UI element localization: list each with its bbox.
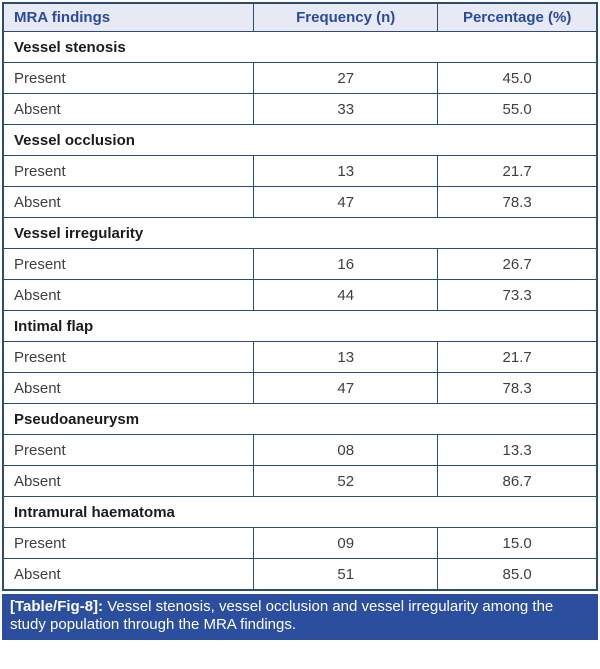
row-label-cell: Absent xyxy=(3,559,254,591)
section-header-row xyxy=(3,218,597,249)
row-label-cell: Present xyxy=(3,249,254,280)
percentage-cell: 13.3 xyxy=(438,435,597,466)
data-row xyxy=(3,94,597,125)
row-label-cell: Absent xyxy=(3,466,254,497)
data-row xyxy=(3,280,597,311)
column-header-percentage: Percentage (%) xyxy=(438,3,597,32)
percentage-cell: 85.0 xyxy=(438,559,597,591)
frequency-cell: 16 xyxy=(254,249,438,280)
row-label-cell: Absent xyxy=(3,187,254,218)
row-label-cell: Present xyxy=(3,528,254,559)
table-caption xyxy=(2,594,598,640)
section-title: Vessel occlusion xyxy=(3,125,597,156)
row-label-cell: Absent xyxy=(3,94,254,125)
data-row xyxy=(3,373,597,404)
percentage-cell: 73.3 xyxy=(438,280,597,311)
percentage-cell: 86.7 xyxy=(438,466,597,497)
mra-findings-table xyxy=(2,2,598,591)
percentage-cell: 45.0 xyxy=(438,63,597,94)
percentage-cell: 55.0 xyxy=(438,94,597,125)
percentage-cell: 21.7 xyxy=(438,342,597,373)
caption-text: Vessel stenosis, vessel occlusion and vessel irregularity among the study population through the MRA findings. xyxy=(10,598,554,633)
frequency-cell: 33 xyxy=(254,94,438,125)
section-title: Vessel stenosis xyxy=(3,32,597,63)
section-header-row xyxy=(3,125,597,156)
section-header-row xyxy=(3,32,597,63)
percentage-cell: 15.0 xyxy=(438,528,597,559)
table-header xyxy=(3,3,597,32)
frequency-cell: 13 xyxy=(254,156,438,187)
percentage-cell: 78.3 xyxy=(438,373,597,404)
data-row xyxy=(3,63,597,94)
frequency-cell: 08 xyxy=(254,435,438,466)
frequency-cell: 44 xyxy=(254,280,438,311)
data-row xyxy=(3,559,597,591)
percentage-cell: 21.7 xyxy=(438,156,597,187)
data-row xyxy=(3,187,597,218)
row-label-cell: Present xyxy=(3,342,254,373)
header-row xyxy=(3,3,597,32)
data-row xyxy=(3,342,597,373)
frequency-cell: 47 xyxy=(254,373,438,404)
caption-label: [Table/Fig-8]: xyxy=(10,598,104,615)
frequency-cell: 52 xyxy=(254,466,438,497)
table-body xyxy=(3,32,597,591)
data-row xyxy=(3,466,597,497)
frequency-cell: 51 xyxy=(254,559,438,591)
row-label-cell: Absent xyxy=(3,280,254,311)
row-label-cell: Absent xyxy=(3,373,254,404)
frequency-cell: 09 xyxy=(254,528,438,559)
table-figure xyxy=(2,2,598,640)
section-title: Pseudoaneurysm xyxy=(3,404,597,435)
row-label-cell: Present xyxy=(3,63,254,94)
percentage-cell: 26.7 xyxy=(438,249,597,280)
frequency-cell: 27 xyxy=(254,63,438,94)
section-title: Intramural haematoma xyxy=(3,497,597,528)
percentage-cell: 78.3 xyxy=(438,187,597,218)
section-header-row xyxy=(3,404,597,435)
frequency-cell: 47 xyxy=(254,187,438,218)
data-row xyxy=(3,156,597,187)
row-label-cell: Present xyxy=(3,435,254,466)
section-title: Vessel irregularity xyxy=(3,218,597,249)
row-label-cell: Present xyxy=(3,156,254,187)
data-row xyxy=(3,249,597,280)
data-row xyxy=(3,528,597,559)
section-title: Intimal flap xyxy=(3,311,597,342)
section-header-row xyxy=(3,311,597,342)
column-header-frequency: Frequency (n) xyxy=(254,3,438,32)
section-header-row xyxy=(3,497,597,528)
column-header-mra-findings: MRA findings xyxy=(3,3,254,32)
frequency-cell: 13 xyxy=(254,342,438,373)
data-row xyxy=(3,435,597,466)
